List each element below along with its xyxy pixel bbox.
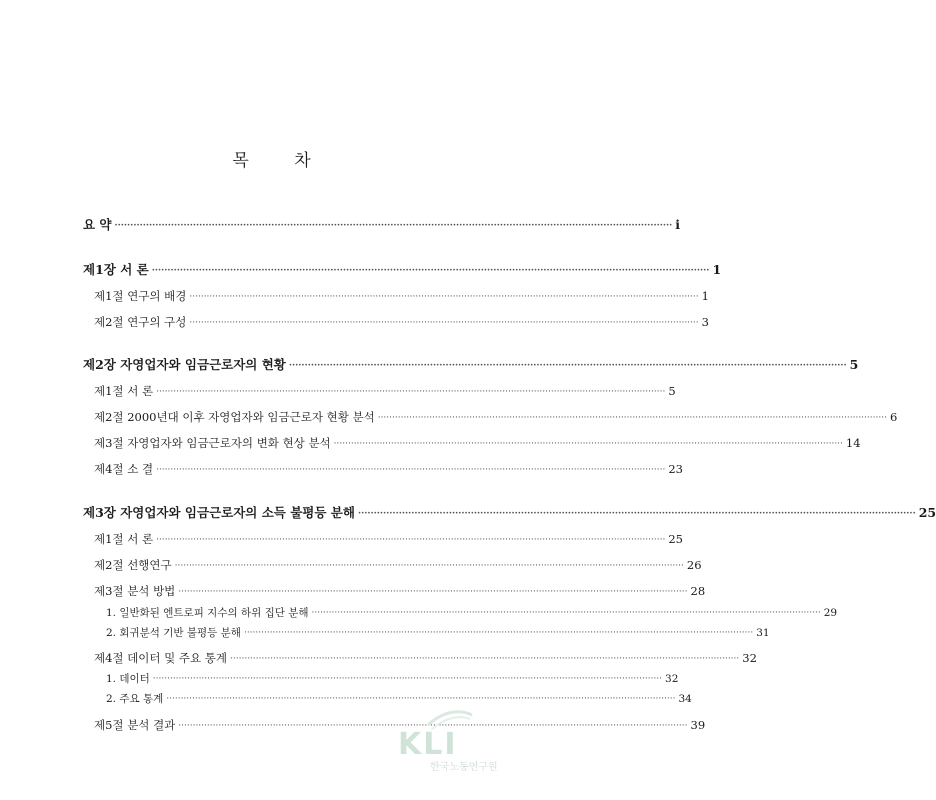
dot-leader: ·················································································································································································· xyxy=(151,266,710,276)
toc-entry-page: 39 xyxy=(690,718,706,732)
toc-entry-page: 32 xyxy=(742,651,757,665)
toc-entry-label: 2. 회귀분석 기반 불평등 분해 xyxy=(106,627,241,639)
toc-entry[interactable] xyxy=(106,624,770,642)
toc-entry[interactable] xyxy=(94,434,861,452)
toc-entry-page: 1 xyxy=(701,289,709,303)
kli-logo-text: KLI xyxy=(398,727,458,762)
toc-entry-page: 3 xyxy=(701,315,709,329)
toc-entry[interactable] xyxy=(83,261,722,279)
toc-entry[interactable] xyxy=(83,356,859,374)
toc-entry-label: 제4절 데이터 및 주요 통계 xyxy=(94,651,228,665)
dot-leader: ·················································································································································································· xyxy=(288,361,847,371)
dot-leader: ·················································································································································································· xyxy=(174,561,684,571)
toc-entry-page: 25 xyxy=(918,505,936,520)
toc-entry-page: 31 xyxy=(756,627,770,639)
toc-entry-label: 2. 주요 통계 xyxy=(106,693,164,705)
dot-leader: ·················································································································································································· xyxy=(156,387,666,397)
toc-entry[interactable] xyxy=(83,216,680,234)
dot-leader: ·················································································································································································· xyxy=(178,721,688,731)
toc-entry-label: 제2절 2000년대 이후 자영업자와 임금근로자 현황 분석 xyxy=(94,410,375,424)
toc-entry[interactable] xyxy=(94,382,676,400)
toc-entry-page: 34 xyxy=(678,693,692,705)
toc-entry-label: 제1절 연구의 배경 xyxy=(94,289,187,303)
dot-leader: ·················································································································································································· xyxy=(156,465,666,475)
toc-entry-label: 제3절 자영업자와 임금근로자의 변화 현상 분석 xyxy=(94,436,331,450)
toc-entry-label: 제5절 분석 결과 xyxy=(94,718,176,732)
dot-leader: ·················································································································································································· xyxy=(114,221,673,231)
dot-leader: ·················································································································································································· xyxy=(152,674,663,684)
toc-entry[interactable] xyxy=(94,460,683,478)
toc-entry-label: 제4절 소 결 xyxy=(94,462,154,476)
toc-entry-page: 5 xyxy=(668,384,676,398)
toc-entry[interactable] xyxy=(94,649,757,667)
toc-entry[interactable] xyxy=(94,582,706,600)
toc-entry[interactable] xyxy=(94,556,702,574)
toc-entry[interactable] xyxy=(94,287,709,305)
toc-entry-label: 제2장 자영업자와 임금근로자의 현황 xyxy=(83,357,286,372)
toc-entry-page: 5 xyxy=(849,357,859,372)
dot-leader: ·················································································································································································· xyxy=(357,509,916,519)
toc-entry-label: 제1절 서 론 xyxy=(94,384,154,398)
toc-entry-page: 23 xyxy=(668,462,683,476)
toc-entry-page: 26 xyxy=(686,558,702,572)
toc-title: 목 차 xyxy=(232,151,331,171)
toc-entry-page: 32 xyxy=(665,673,679,685)
dot-leader: ·················································································································································································· xyxy=(377,413,887,423)
toc-entry-label: 제1장 서 론 xyxy=(83,262,149,277)
toc-entry[interactable] xyxy=(106,670,679,688)
toc-entry-label: 제2절 선행연구 xyxy=(94,558,172,572)
toc-entry-page: 25 xyxy=(668,532,683,546)
toc-entry-label: 제3장 자영업자와 임금근로자의 소득 불평등 분해 xyxy=(83,505,355,520)
toc-entry-page: 14 xyxy=(845,436,861,450)
toc-entry-page: i xyxy=(675,217,680,232)
toc-entry[interactable] xyxy=(94,530,683,548)
toc-entry[interactable] xyxy=(94,313,709,331)
toc-entry-page: 28 xyxy=(690,584,706,598)
dot-leader: ·················································································································································································· xyxy=(156,535,666,545)
toc-entry[interactable] xyxy=(106,604,838,622)
dot-leader: ·················································································································································································· xyxy=(166,694,676,704)
toc-entry-label: 1. 데이터 xyxy=(106,673,150,685)
toc-entry-label: 요 약 xyxy=(83,217,112,232)
dot-leader: ·················································································································································································· xyxy=(189,318,699,328)
toc-entry-page: 1 xyxy=(712,262,722,277)
toc-entry-page: 6 xyxy=(889,410,898,424)
kli-logo-subtitle: 한국노동연구원 xyxy=(430,762,498,773)
dot-leader: ·················································································································································································· xyxy=(243,628,754,638)
toc-entry-label: 제1절 서 론 xyxy=(94,532,154,546)
dot-leader: ·················································································································································································· xyxy=(230,654,740,664)
dot-leader: ·················································································································································································· xyxy=(311,608,821,618)
toc-entry-label: 1. 일반화된 엔트로피 지수의 하위 집단 분해 xyxy=(106,607,309,619)
dot-leader: ·················································································································································································· xyxy=(189,292,699,302)
toc-entry-label: 제2절 연구의 구성 xyxy=(94,315,187,329)
toc-entry-label: 제3절 분석 방법 xyxy=(94,584,176,598)
toc-entry[interactable] xyxy=(83,504,936,522)
toc-entry[interactable] xyxy=(94,408,898,426)
dot-leader: ·················································································································································································· xyxy=(178,587,688,597)
toc-entry-page: 29 xyxy=(823,607,838,619)
dot-leader: ·················································································································································································· xyxy=(333,439,843,449)
